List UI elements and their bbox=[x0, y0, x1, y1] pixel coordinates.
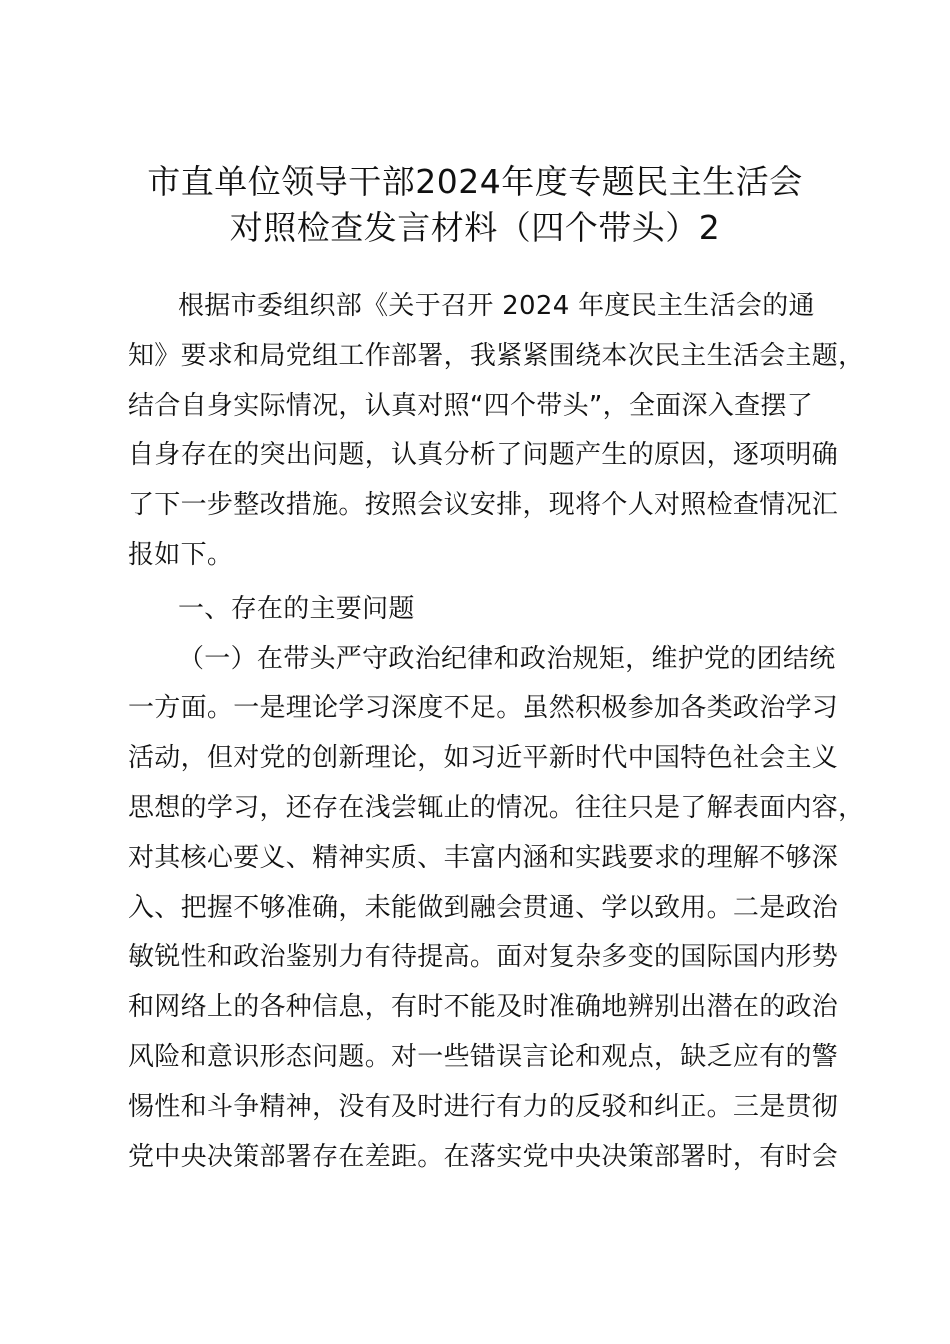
paragraph-line: （一）在带头严守政治纪律和政治规矩，维护党的团结统 bbox=[178, 643, 836, 674]
paragraph-line: 党中央决策部署存在差距。在落实党中央决策部署时，有时会 bbox=[128, 1141, 839, 1172]
document-title-line-1: 市直单位领导干部2024年度专题民主生活会 bbox=[147, 162, 803, 201]
paragraph-line: 思想的学习，还存在浅尝辄止的情况。往往只是了解表面内容， bbox=[128, 792, 865, 823]
document-title-line-2: 对照检查发言材料（四个带头）2 bbox=[229, 208, 721, 247]
paragraph-line: 自身存在的突出问题，认真分析了问题产生的原因，逐项明确 bbox=[128, 440, 839, 471]
paragraph-line: 一方面。一是理论学习深度不足。虽然积极参加各类政治学习 bbox=[128, 693, 839, 724]
paragraph-line: 对其核心要义、精神实质、丰富内涵和实践要求的理解不够深 bbox=[128, 842, 839, 873]
paragraph-line: 敏锐性和政治鉴别力有待提高。面对复杂多变的国际国内形势 bbox=[128, 942, 839, 973]
paragraph-line: 惕性和斗争精神，没有及时进行有力的反驳和纠正。三是贯彻 bbox=[128, 1091, 839, 1122]
paragraph-line: 结合自身实际情况，认真对照“四个带头”，全面深入查摆了 bbox=[128, 390, 814, 421]
paragraph-line: 了下一步整改措施。按照会议安排，现将个人对照检查情况汇 bbox=[128, 490, 839, 521]
paragraph-line: 根据市委组织部《关于召开 2024 年度民主生活会的通 bbox=[178, 291, 815, 321]
paragraph-line: 活动，但对党的创新理论，如习近平新时代中国特色社会主义 bbox=[128, 743, 839, 774]
paragraph-line: 和网络上的各种信息，有时不能及时准确地辨别出潜在的政治 bbox=[128, 992, 839, 1023]
paragraph-line: 入、把握不够准确，未能做到融会贯通、学以致用。二是政治 bbox=[128, 892, 839, 923]
section-heading: 一、存在的主要问题 bbox=[178, 593, 415, 624]
paragraph-line: 风险和意识形态问题。对一些错误言论和观点，缺乏应有的警 bbox=[128, 1041, 839, 1072]
paragraph-line: 报如下。 bbox=[128, 539, 234, 570]
paragraph-line: 知》要求和局党组工作部署，我紧紧围绕本次民主生活会主题， bbox=[128, 340, 865, 371]
document-body bbox=[128, 282, 865, 1182]
